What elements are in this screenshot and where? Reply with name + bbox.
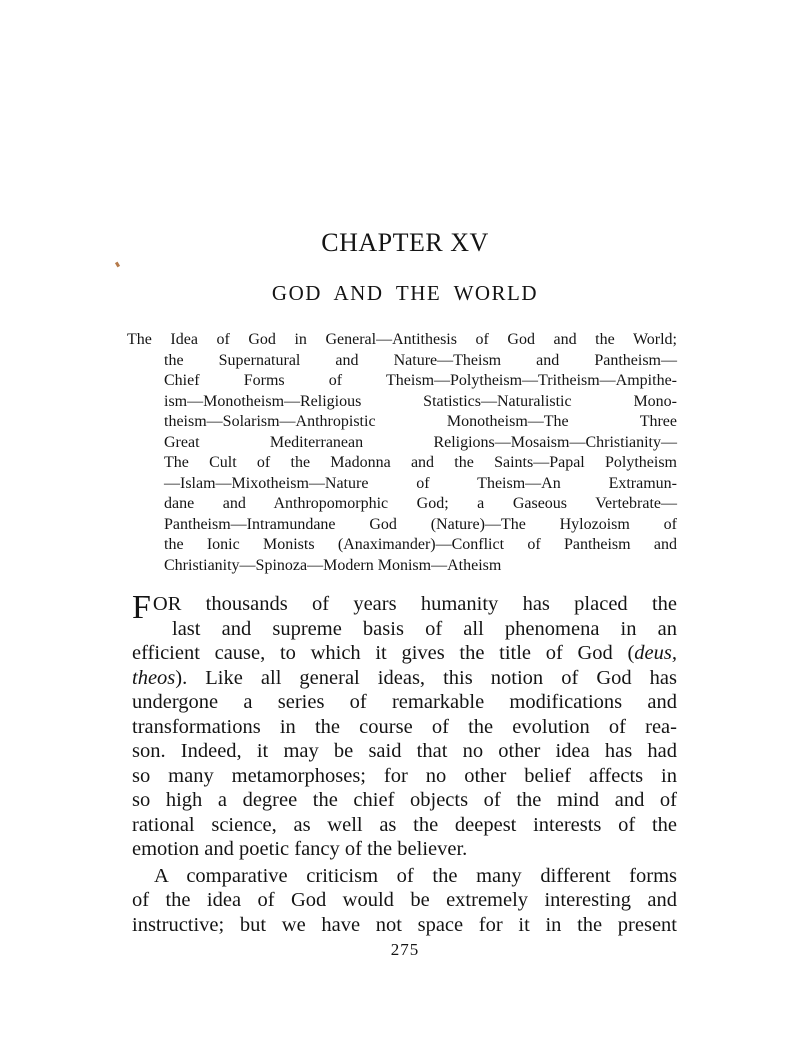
paragraph-line: [132, 666, 677, 691]
synopsis-line: Pantheism—Intramundane God (Nature)—The Hylozoism of: [164, 515, 677, 533]
paragraph-line: undergone a series of remarkable modifications and: [132, 691, 677, 713]
text-run: ). Like all general ideas, this notion of God has: [175, 666, 677, 689]
chapter-heading: CHAPTER XV: [321, 228, 489, 257]
paragraph-line: [132, 641, 677, 666]
paragraph-line: son. Indeed, it may be said that no other idea has had: [132, 740, 677, 762]
paragraph-line: so many metamorphoses; for no other belief affects in: [132, 764, 677, 787]
synopsis-line: The Cult of the Madonna and the Saints—Papal Polytheism: [164, 454, 677, 471]
chapter-title: GOD AND THE WORLD: [271, 281, 539, 305]
synopsis-line: theism—Solarism—Anthropistic Monotheism—The Three: [164, 413, 677, 430]
paragraph-line: last and supreme basis of all phenomena in an: [172, 617, 677, 640]
ink-speck: [115, 262, 120, 268]
paragraph-line: so high a degree the chief objects of the mind and of: [132, 789, 677, 811]
italic-term: theos: [132, 666, 176, 689]
italic-term: deus,: [634, 642, 677, 664]
synopsis-line: the Supernatural and Nature—Theism and Pantheism—: [164, 351, 677, 369]
chapter-synopsis: [127, 330, 677, 576]
paragraph-line: instructive; but we have not space for it in the present: [132, 913, 677, 936]
synopsis-line: Great Mediterranean Religions—Mosaism—Christianity—: [164, 433, 677, 451]
body-text: [132, 589, 677, 937]
paragraph-line: rational science, as well as the deepest interests of the: [132, 813, 677, 836]
paragraph-line: OR thousands of years humanity has placed the: [152, 593, 677, 615]
paragraph-line: A comparative criticism of the many different forms: [154, 864, 677, 887]
synopsis-line: Christianity—Spinoza—Modern Monism—Atheism: [164, 556, 502, 574]
synopsis-line: ism—Monotheism—Religious Statistics—Naturalistic Mono-: [164, 392, 677, 410]
synopsis-line: the Ionic Monists (Anaximander)—Conflict of Pantheism and: [164, 536, 677, 553]
synopsis-line: The Idea of God in General—Antithesis of God and the World;: [127, 331, 677, 348]
synopsis-line: dane and Anthropomorphic God; a Gaseous Vertebrate—: [164, 495, 677, 512]
paragraph-line: of the idea of God would be extremely interesting and: [132, 889, 677, 911]
paragraph-line: emotion and poetic fancy of the believer.: [132, 838, 468, 860]
synopsis-line: Chief Forms of Theism—Polytheism—Tritheism—Ampithe-: [164, 372, 677, 389]
text-run: efficient cause, to which it gives the title of God (: [132, 642, 635, 664]
paragraph-line: transformations in the course of the evolution of rea-: [132, 715, 677, 738]
synopsis-line: —Islam—Mixotheism—Nature of Theism—An Extramun-: [164, 474, 677, 492]
page-number: 275: [390, 940, 420, 959]
drop-cap: F: [132, 589, 151, 626]
